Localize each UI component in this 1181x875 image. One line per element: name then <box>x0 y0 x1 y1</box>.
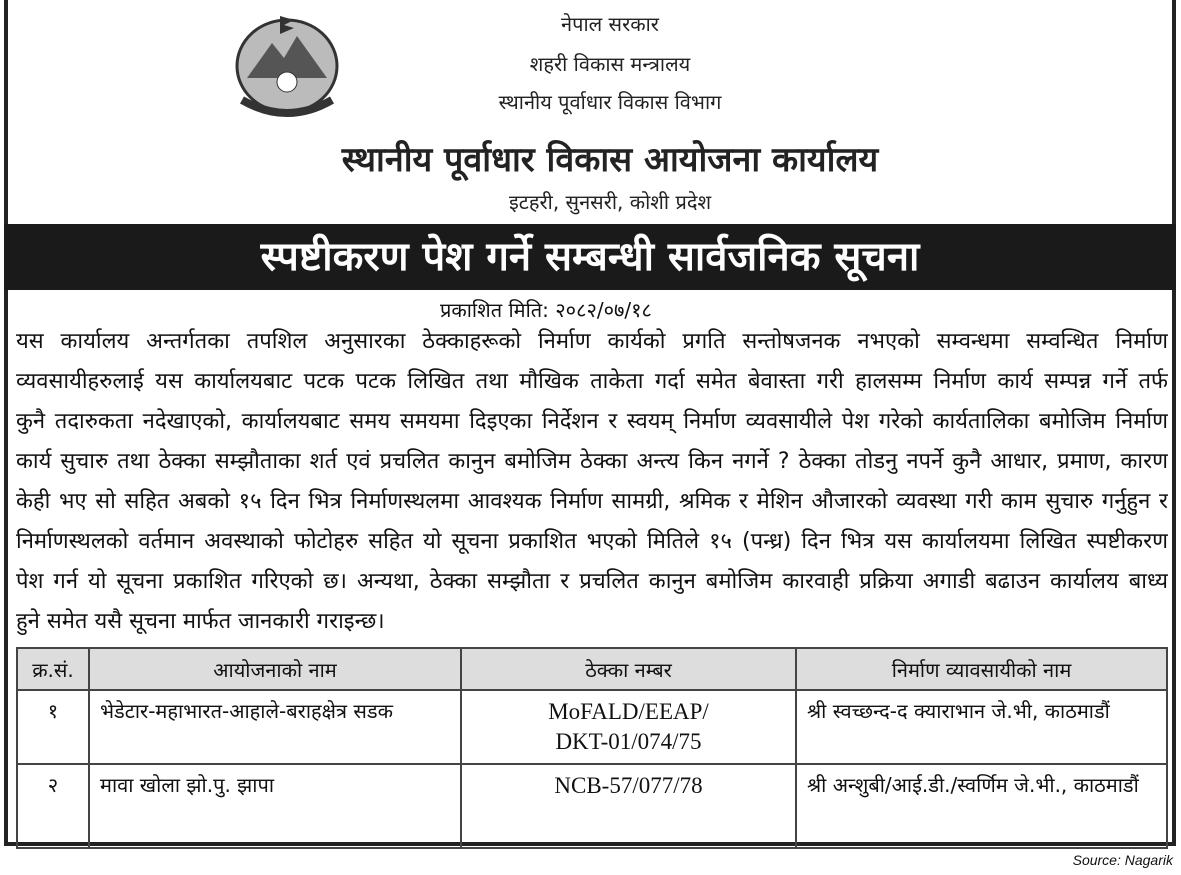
notice-body <box>16 322 1168 642</box>
contract-line: MoFALD/EEAP/ <box>548 699 709 724</box>
contract-line: NCB-57/077/78 <box>554 773 703 798</box>
body-line: केही भए सो सहित अबको १५ दिन भित्र निर्माणस्थलमा आवश्यक निर्माण सामग्री, श्रमिक र मेशिन औजारको व्यवस्था गरी काम सुचारु गर्नुहुन र <box>16 489 1168 514</box>
project-cell: मावा खोला झो.पु. झापा <box>89 764 461 848</box>
serial-cell: १ <box>17 690 89 764</box>
body-line: कुनै तदारुकता नदेखाएको, कार्यालयबाट समय समयमा दिइएका निर्देशन र स्वयम् निर्माण व्यवसायीले पेश गरेको कार्यतालिका बमोजिम निर्माण <box>16 409 1168 434</box>
header-contract: ठेक्का नम्बर <box>461 648 796 690</box>
body-line: कार्य सुचारु तथा ठेक्का सम्झौताका शर्त एवं प्रचलित कानुन बमोजिम ठेक्का अन्त्य किन नगर्ने ? ठेक्का तोडनु नपर्ने कुनै आधार, प्रमाण, कारण <box>16 449 1168 474</box>
contractor-cell: श्री स्वच्छन्द-द क्याराभान जे.भी, काठमाडौं <box>796 690 1167 764</box>
serial-cell: २ <box>17 764 89 848</box>
government-name: नेपाल सरकार <box>561 12 659 36</box>
contractor-cell: श्री अन्शुबी/आई.डी./स्वर्णिम जे.भी., काठमाडौं <box>796 764 1167 848</box>
department-name: स्थानीय पूर्वाधार विकास विभाग <box>498 90 722 114</box>
body-line: निर्माणस्थलको वर्तमान अवस्थाको फोटोहरु सहित यो सूचना प्रकाशित भएको मितिले १५ (पन्ध्र) दिन भित्र यस कार्यालयमा लिखित स्पष्टीकरण <box>16 529 1168 554</box>
notice-title: स्पष्टीकरण पेश गर्ने सम्बन्धी सार्वजनिक सूचना <box>4 224 1176 290</box>
header-project: आयोजनाको नाम <box>89 648 461 690</box>
table-row <box>17 764 1167 848</box>
body-line: व्यवसायीहरुलाई यस कार्यालयबाट पटक पटक लिखित तथा मौखिक ताकेता गर्दा समेत बेवास्ता गरी हालसम्म निर्माण कार्य सम्पन्न गर्ने तर्फ <box>16 369 1168 394</box>
table-header-row <box>17 648 1167 690</box>
contracts-table <box>16 647 1168 849</box>
published-date: प्रकाशित मिति: २०८२/०७/१८ <box>440 298 652 322</box>
contract-line: DKT-01/074/75 <box>555 729 702 754</box>
contract-cell <box>461 764 796 848</box>
ministry-name: शहरी विकास मन्त्रालय <box>529 52 691 76</box>
project-cell: भेडेटार-महाभारत-आहाले-बराहक्षेत्र सडक <box>89 690 461 764</box>
source-credit: Source: Nagarik <box>1072 852 1173 868</box>
body-line: यस कार्यालय अन्तर्गतका तपशिल अनुसारका ठेक्काहरूको निर्माण कार्यको प्रगति सन्तोषजनक नभएको सम्वन्धमा सम्वन्धित निर्माण <box>16 329 1168 354</box>
contract-cell <box>461 690 796 764</box>
body-line: हुने समेत यसै सूचना मार्फत जानकारी गराइन्छ। <box>16 609 385 634</box>
office-name: स्थानीय पूर्वाधार विकास आयोजना कार्यालय <box>341 140 879 180</box>
header-serial: क्र.सं. <box>17 648 89 690</box>
header-contractor: निर्माण व्यावसायीको नाम <box>796 648 1167 690</box>
table-row <box>17 690 1167 764</box>
office-address: इटहरी, सुनसरी, कोशी प्रदेश <box>508 190 712 214</box>
body-line: पेश गर्न यो सूचना प्रकाशित गरिएको छ। अन्यथा, ठेक्का सम्झौता र प्रचलित कानुन बमोजिम कारवाही प्रक्रिया अगाडी बढाउन कार्यालय बाध्य <box>16 569 1168 594</box>
